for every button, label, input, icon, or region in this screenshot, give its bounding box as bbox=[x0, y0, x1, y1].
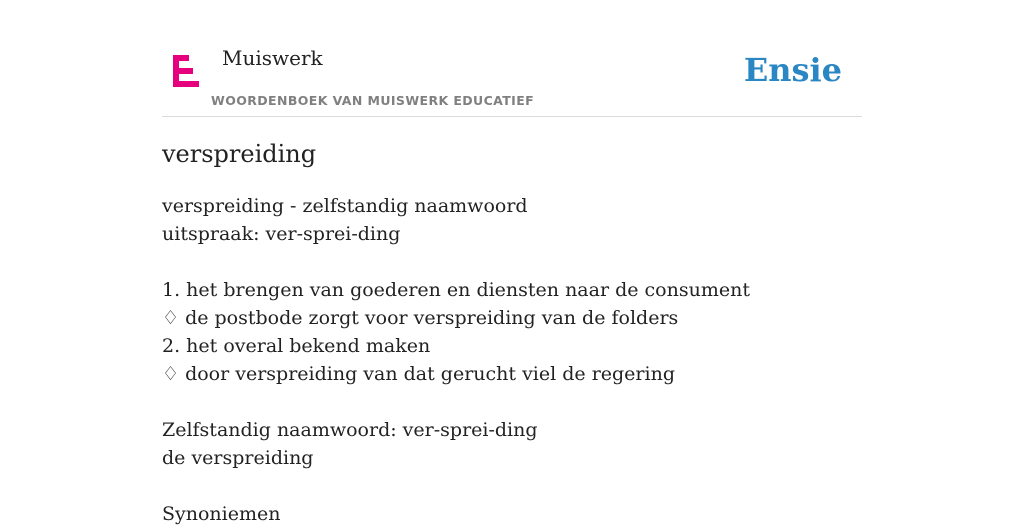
site-header bbox=[162, 0, 862, 117]
definition-line: ♢ de postbode zorgt voor verspreiding van de folders bbox=[162, 307, 679, 329]
ensie-logo-link[interactable]: Ensie bbox=[743, 51, 842, 89]
page-title: verspreiding bbox=[162, 140, 317, 168]
definition-line bbox=[162, 388, 862, 416]
definition-line: Synoniemen bbox=[162, 503, 281, 525]
muiswerk-logo-icon[interactable] bbox=[173, 55, 199, 87]
definition-line: 2. het overal bekend maken bbox=[162, 335, 431, 357]
brand-name[interactable]: Muiswerk bbox=[222, 46, 323, 70]
definition-line: 1. het brengen van goederen en diensten naar de consument bbox=[162, 279, 750, 301]
definition-line: ♢ door verspreiding van dat gerucht viel de regering bbox=[162, 363, 675, 385]
definition-line: Zelfstandig naamwoord: ver-sprei-ding bbox=[162, 419, 538, 441]
definition-line bbox=[162, 472, 862, 500]
definition-line: de verspreiding bbox=[162, 447, 314, 469]
definition-line: verspreiding - zelfstandig naamwoord bbox=[162, 195, 528, 217]
definition-line bbox=[162, 248, 862, 276]
definition-line: uitspraak: ver-sprei-ding bbox=[162, 223, 401, 245]
brand-subtitle: WOORDENBOEK VAN MUISWERK EDUCATIEF bbox=[211, 93, 535, 108]
definition-body bbox=[162, 192, 862, 528]
